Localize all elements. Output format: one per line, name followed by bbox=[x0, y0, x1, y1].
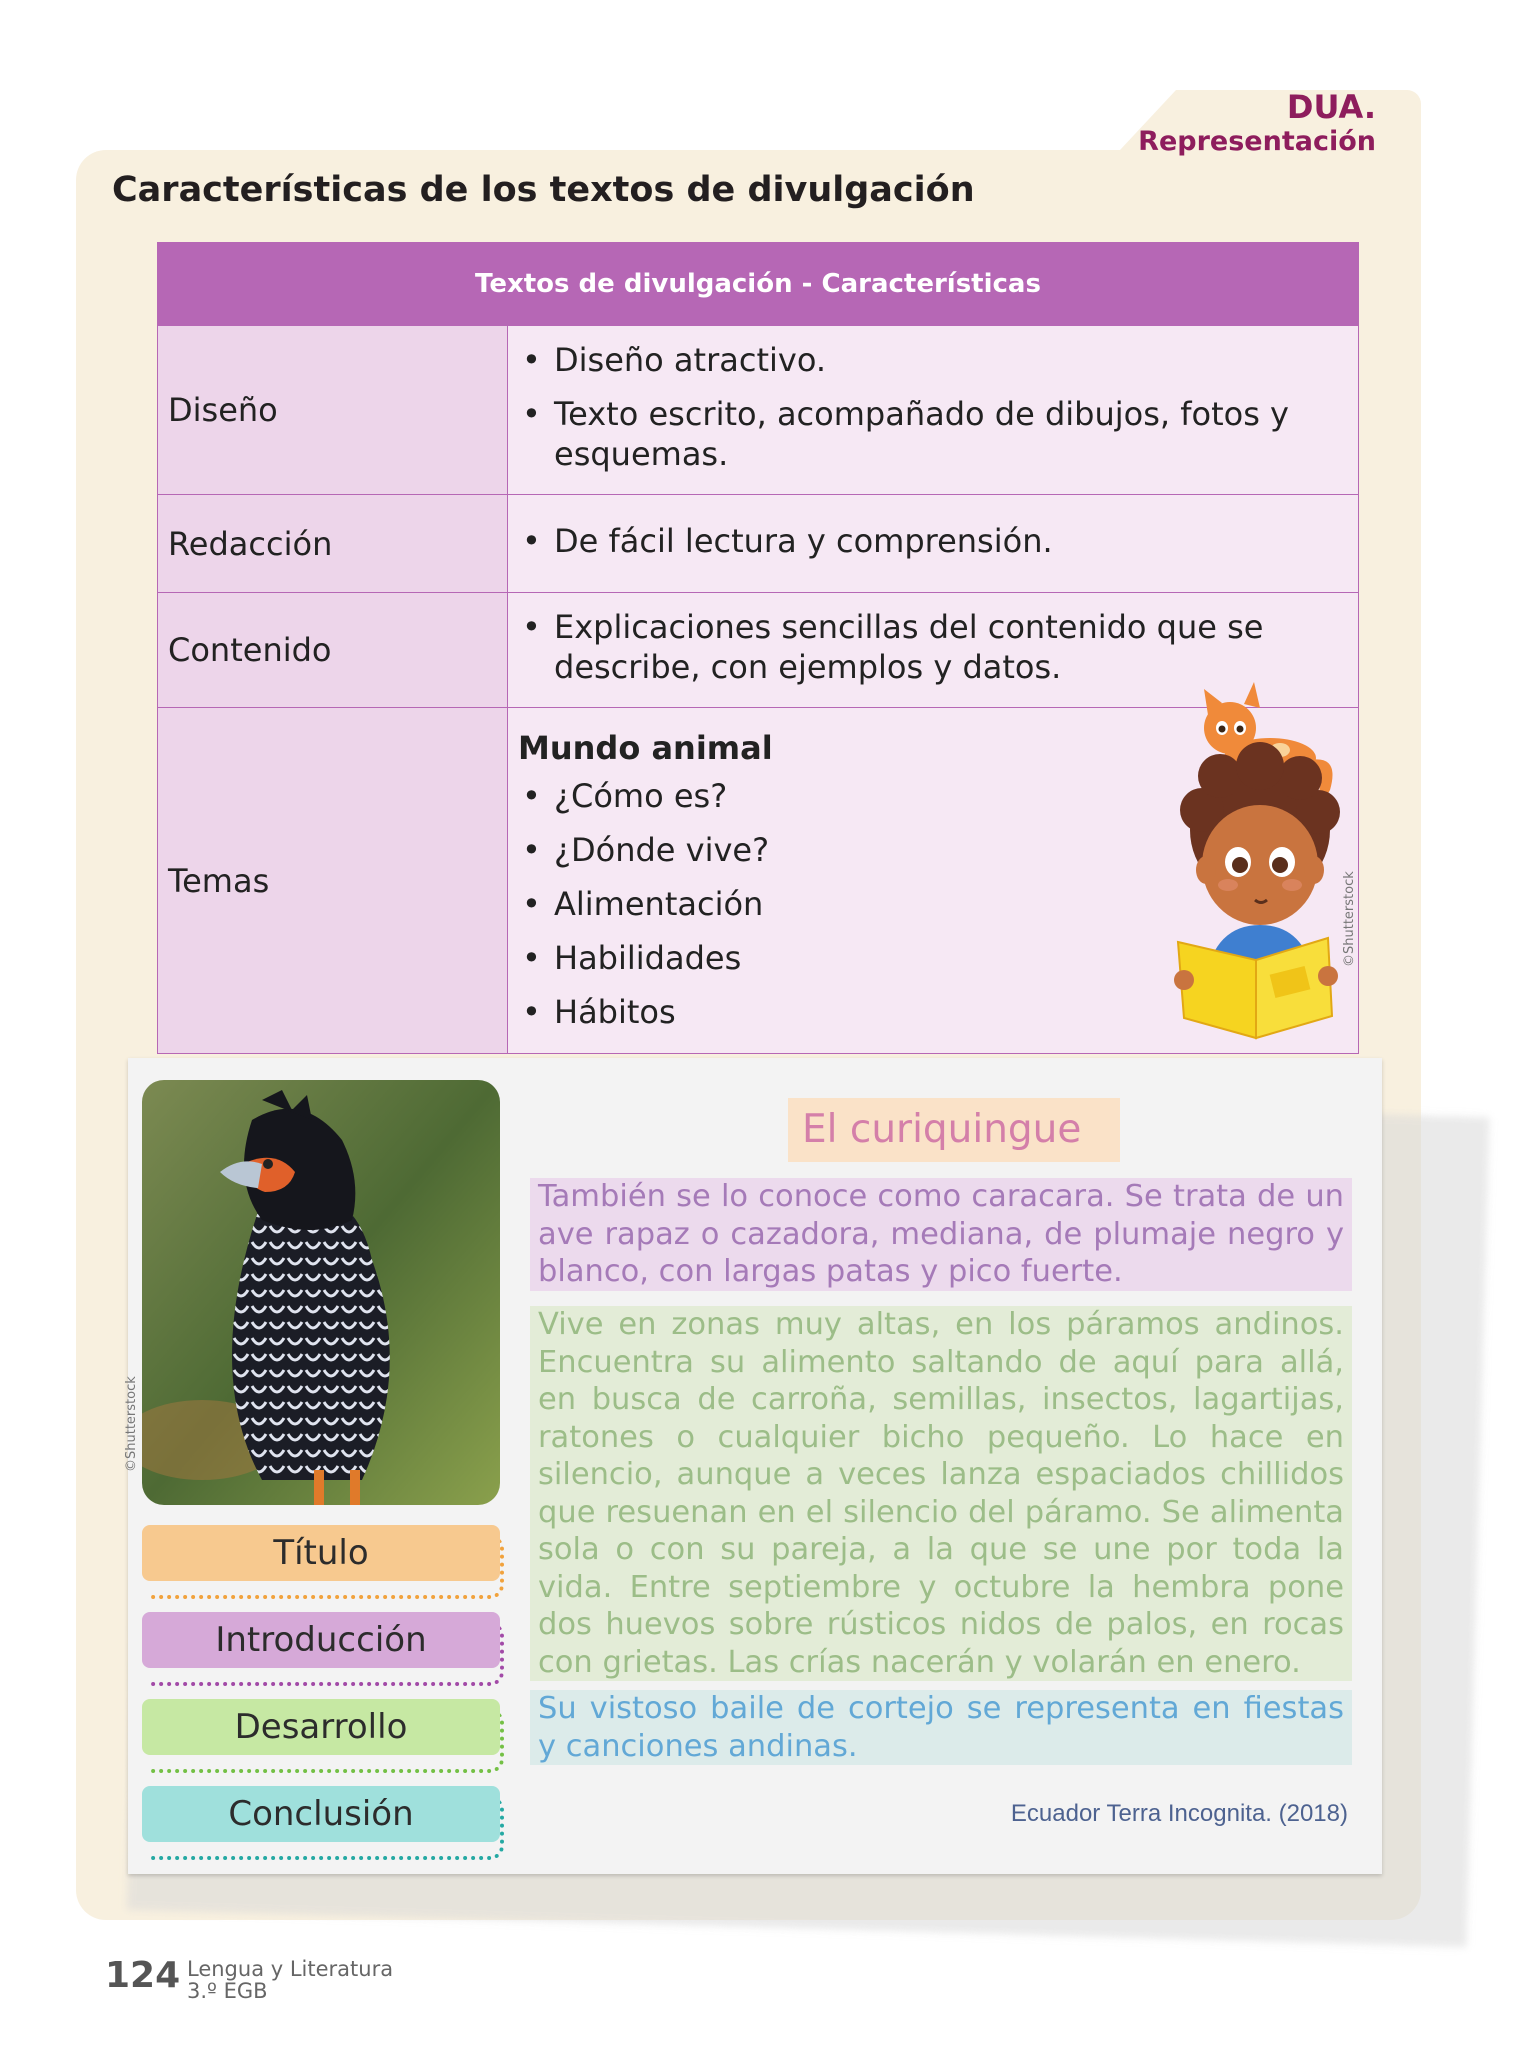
legend-development: Desarrollo bbox=[142, 1699, 500, 1755]
dua-badge bbox=[1138, 88, 1376, 158]
list-item: • De fácil lectura y comprensión. bbox=[518, 521, 1348, 561]
legend-introduction: Introducción bbox=[142, 1612, 500, 1668]
list-item: • ¿Cómo es? bbox=[518, 776, 1348, 816]
dua-label: DUA. bbox=[1286, 88, 1376, 126]
list-item: • Alimentación bbox=[518, 884, 1348, 924]
list-item: • Texto escrito, acompañado de dibujos, fotos y esquemas. bbox=[518, 394, 1348, 474]
table-row bbox=[158, 495, 1359, 593]
row-label: Contenido bbox=[158, 593, 508, 708]
table-header: Textos de divulgación - Características bbox=[158, 243, 1359, 326]
footer-subject bbox=[187, 1958, 393, 2002]
list-item: • Explicaciones sencillas del contenido que se describe, con ejemplos y datos. bbox=[518, 607, 1348, 687]
article-title: El curiquingue bbox=[788, 1098, 1120, 1162]
row-label: Diseño bbox=[158, 326, 508, 495]
article-development: Vive en zonas muy altas, en los páramos andinos. Encuentra su alimento saltando de aquí para allá, en busca de carroña, semillas, insectos, lagartijas, ratones o cualquier bicho pequeño. Lo hace en silencio, aunque a veces lanza espaciados chillidos que resuenan en el silencio del páramo. Se alimenta sola o con su pareja, a la que se une por toda la vida. Entre septiembre y octubre la hembra pone dos huevos sobre rústicos nidos de palos, en rocas con grietas. Las crías nacerán y volarán en enero. bbox=[530, 1306, 1352, 1681]
curiquingue-photo bbox=[142, 1080, 500, 1505]
image-credit: ©Shutterstock bbox=[124, 1376, 139, 1472]
article-introduction: También se lo conoce como caracara. Se trata de un ave rapaz o cazadora, mediana, de plumaje negro y blanco, con largas patas y pico fuerte. bbox=[530, 1178, 1352, 1291]
legend-conclusion: Conclusión bbox=[142, 1786, 500, 1842]
row-label: Redacción bbox=[158, 495, 508, 593]
subject-name: Lengua y Literatura bbox=[187, 1957, 394, 1981]
article-conclusion: Su vistoso baile de cortejo se representa en fiestas y canciones andinas. bbox=[530, 1690, 1352, 1765]
list-item: • Hábitos bbox=[518, 992, 1348, 1032]
image-credit: ©Shutterstock bbox=[1342, 871, 1357, 967]
dua-sublabel: Representación bbox=[1138, 126, 1376, 157]
section-heading: Características de los textos de divulgación bbox=[112, 170, 975, 210]
list-item: • ¿Dónde vive? bbox=[518, 830, 1348, 870]
grade-level: 3.º EGB bbox=[187, 1979, 268, 2003]
row-label: Temas bbox=[158, 708, 508, 1054]
list-item: • Habilidades bbox=[518, 938, 1348, 978]
reading-child-illustration bbox=[1160, 680, 1360, 1040]
page-number: 124 bbox=[105, 1955, 181, 1996]
list-item: • Diseño atractivo. bbox=[518, 340, 1348, 380]
topic-subheading: Mundo animal bbox=[518, 729, 773, 767]
table-row bbox=[158, 326, 1359, 495]
legend-title: Título bbox=[142, 1525, 500, 1581]
article-source: Ecuador Terra Incognita. (2018) bbox=[1010, 1800, 1348, 1827]
